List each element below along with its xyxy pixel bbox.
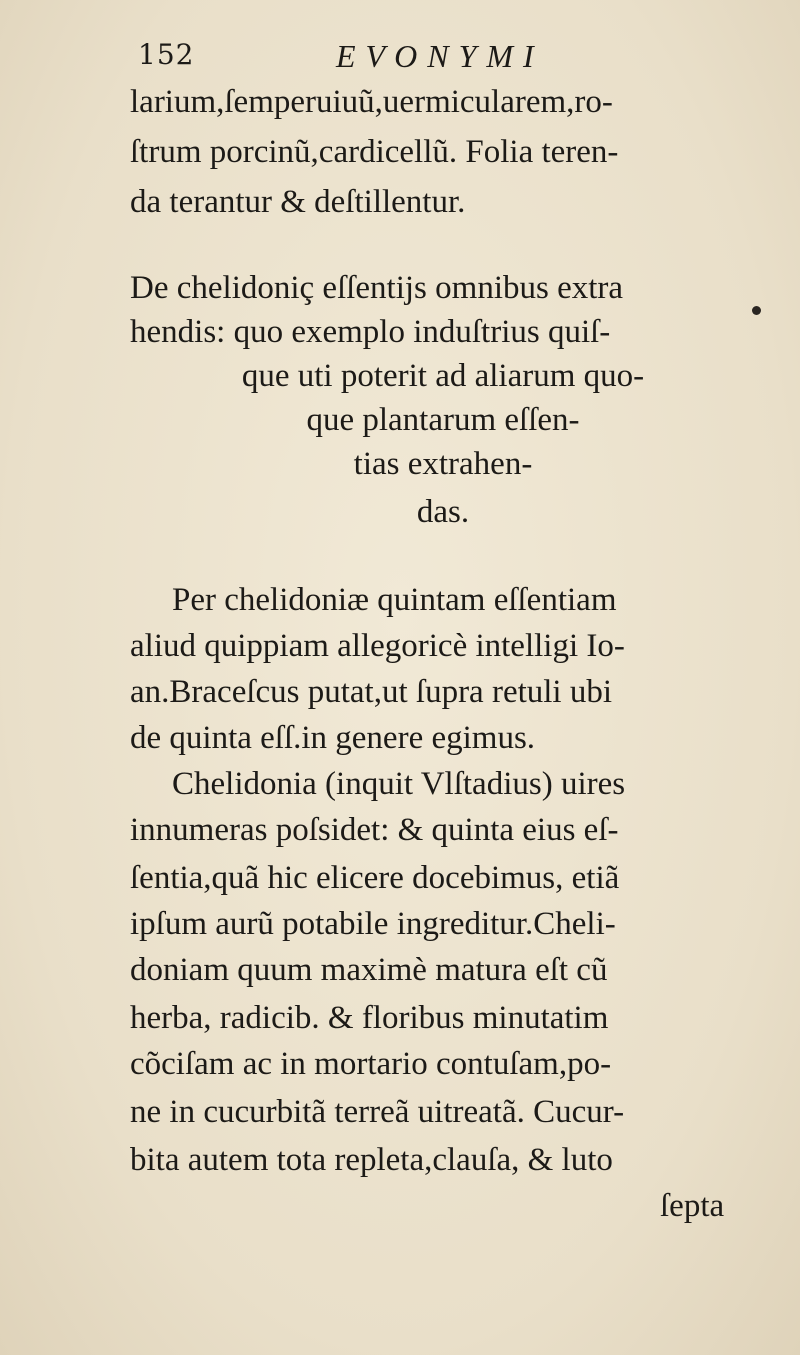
text-line: da terantur & deſtillentur. (130, 184, 466, 220)
text-line: ſtrum porcinũ,cardicellũ. Folia teren- (130, 134, 619, 170)
page-number: 152 (138, 38, 195, 71)
text-line: ſentia,quã hic elicere docebimus, etiã (130, 860, 620, 896)
text-line: cõciſam ac in mortario contuſam,po- (130, 1046, 612, 1082)
section-heading-line: tias extrahen- (353, 446, 533, 482)
text-line: innumeras poſsidet: & quinta eius eſ- (130, 812, 619, 848)
text-line: ne in cucurbitã terreã uitreatã. Cucur- (130, 1094, 625, 1130)
page-header (138, 38, 618, 82)
catchword: ſepta (660, 1188, 725, 1224)
text-line: bita autem tota repleta,clauſa, & luto (130, 1142, 613, 1178)
section-heading-line: que uti poterit ad aliarum quo- (241, 358, 645, 394)
text-line: aliud quippiam allegoricè intelligi Io- (130, 628, 625, 664)
text-line: de quinta eſſ.in genere egimus. (130, 720, 536, 756)
text-line: doniam quum maximè matura eſt cũ (130, 952, 608, 988)
section-heading-line: das. (416, 494, 470, 530)
section-heading-line: que plantarum eſſen- (306, 402, 580, 438)
text-line: Per chelidoniæ quintam eſſentiam (172, 582, 617, 618)
margin-marker (752, 306, 761, 315)
section-heading-line: De chelidoniç eſſentijs omnibus extra (130, 270, 624, 306)
text-line: herba, radicib. & floribus minutatim (130, 1000, 609, 1036)
text-line: an.Braceſcus putat,ut ſupra retuli ubi (130, 674, 613, 710)
text-line: larium,ſemperuiuũ,uermicularem,ro- (130, 84, 613, 120)
running-head: EVONYMI (336, 38, 544, 74)
section-heading-line: hendis: quo exemplo induſtrius quiſ- (130, 314, 611, 350)
text-line: Chelidonia (inquit Vlſtadius) uires (172, 766, 626, 802)
text-line: ipſum aurũ potabile ingreditur.Cheli- (130, 906, 616, 942)
